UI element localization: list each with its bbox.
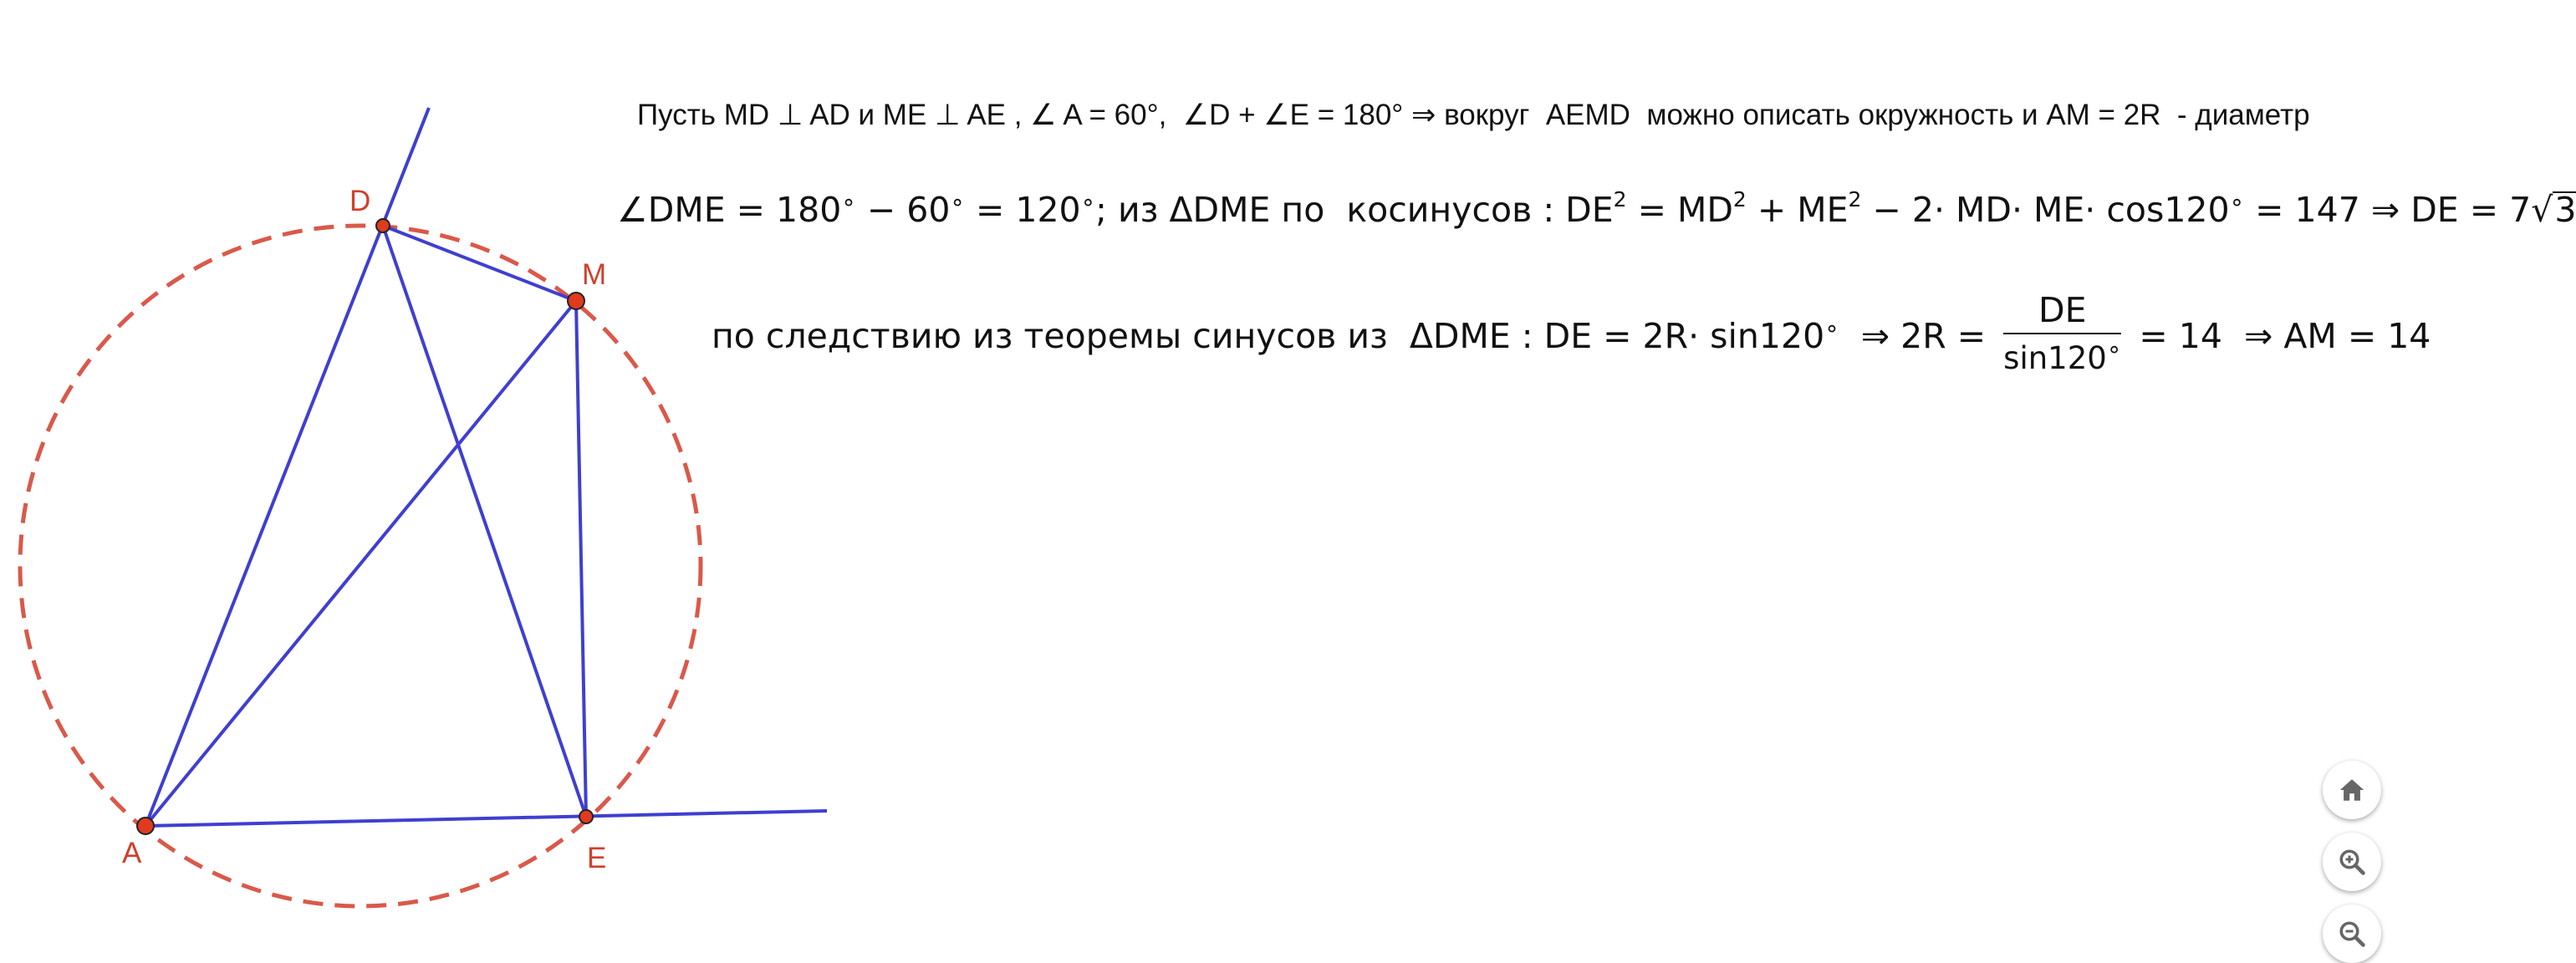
fraction-numerator: DE [2003,293,2121,334]
zoom-out-button[interactable] [2323,904,2381,963]
exponent: 2 [1732,187,1747,211]
home-icon [2338,776,2366,804]
formula-part: − 2· MD· ME· cos120 [1861,190,2230,230]
formula-part: ∠DME = 180 [617,190,842,230]
formula-part: + ME [1746,190,1849,230]
segment-dm[interactable] [383,226,576,301]
segment-me[interactable] [576,301,586,817]
point-e[interactable] [579,810,593,823]
degree-sign: ∘ [1080,188,1096,216]
point-d[interactable] [376,219,390,232]
label-d: D [349,185,371,217]
formula-part: ; из ΔDME по косинусов : DE [1095,190,1614,230]
degree-sign: ∘ [2106,335,2122,363]
exponent: 2 [1848,187,1862,211]
exponent: 2 [1613,187,1627,211]
zoom-in-button[interactable] [2323,833,2381,891]
cosine-law-formula [617,187,2576,230]
degree-sign: ∘ [841,188,856,216]
degree-sign: ∘ [2229,188,2245,216]
statement-text: Пусть MD ⊥ AD и ME ⊥ AE , ∠ A = 60°, ∠D + ∠E = 180° ⇒ вокруг AEMD можно описать окружность и AM = 2R - диаметр [637,99,2310,131]
formula-part: = 14 ⇒ AM = 14 [2128,316,2431,356]
formula-part: − 60 [855,190,951,230]
sine-law-formula [712,290,2431,379]
point-a[interactable] [137,818,154,834]
zoom-in-icon [2337,847,2367,877]
home-button[interactable] [2323,761,2381,819]
formula-part: = 120 [964,190,1081,230]
label-a: A [122,837,142,869]
label-e: E [587,842,607,874]
fraction-denominator [2003,334,2121,374]
segment-de[interactable] [383,226,586,817]
ray-ad[interactable] [145,108,429,826]
formula-part: по следствию из теоремы синусов из ΔDME : DE = 2R· sin120 [712,316,1825,356]
formula-part: ⇒ 2R = [1839,316,1997,356]
formula-part: = MD [1626,190,1733,230]
formula-part: = 147 ⇒ DE = 7√ [2244,190,2553,230]
ray-ae[interactable] [145,811,827,826]
sqrt-argument: 3 [2554,190,2576,230]
degree-sign: ∘ [1824,314,1839,342]
degree-sign: ∘ [950,188,965,216]
zoom-out-icon [2337,919,2367,949]
point-m[interactable] [568,293,584,309]
label-m: M [582,258,607,291]
fraction [2003,290,2122,376]
fraction-denominator-text: sin120 [2003,340,2107,376]
segment-am[interactable] [145,301,576,826]
